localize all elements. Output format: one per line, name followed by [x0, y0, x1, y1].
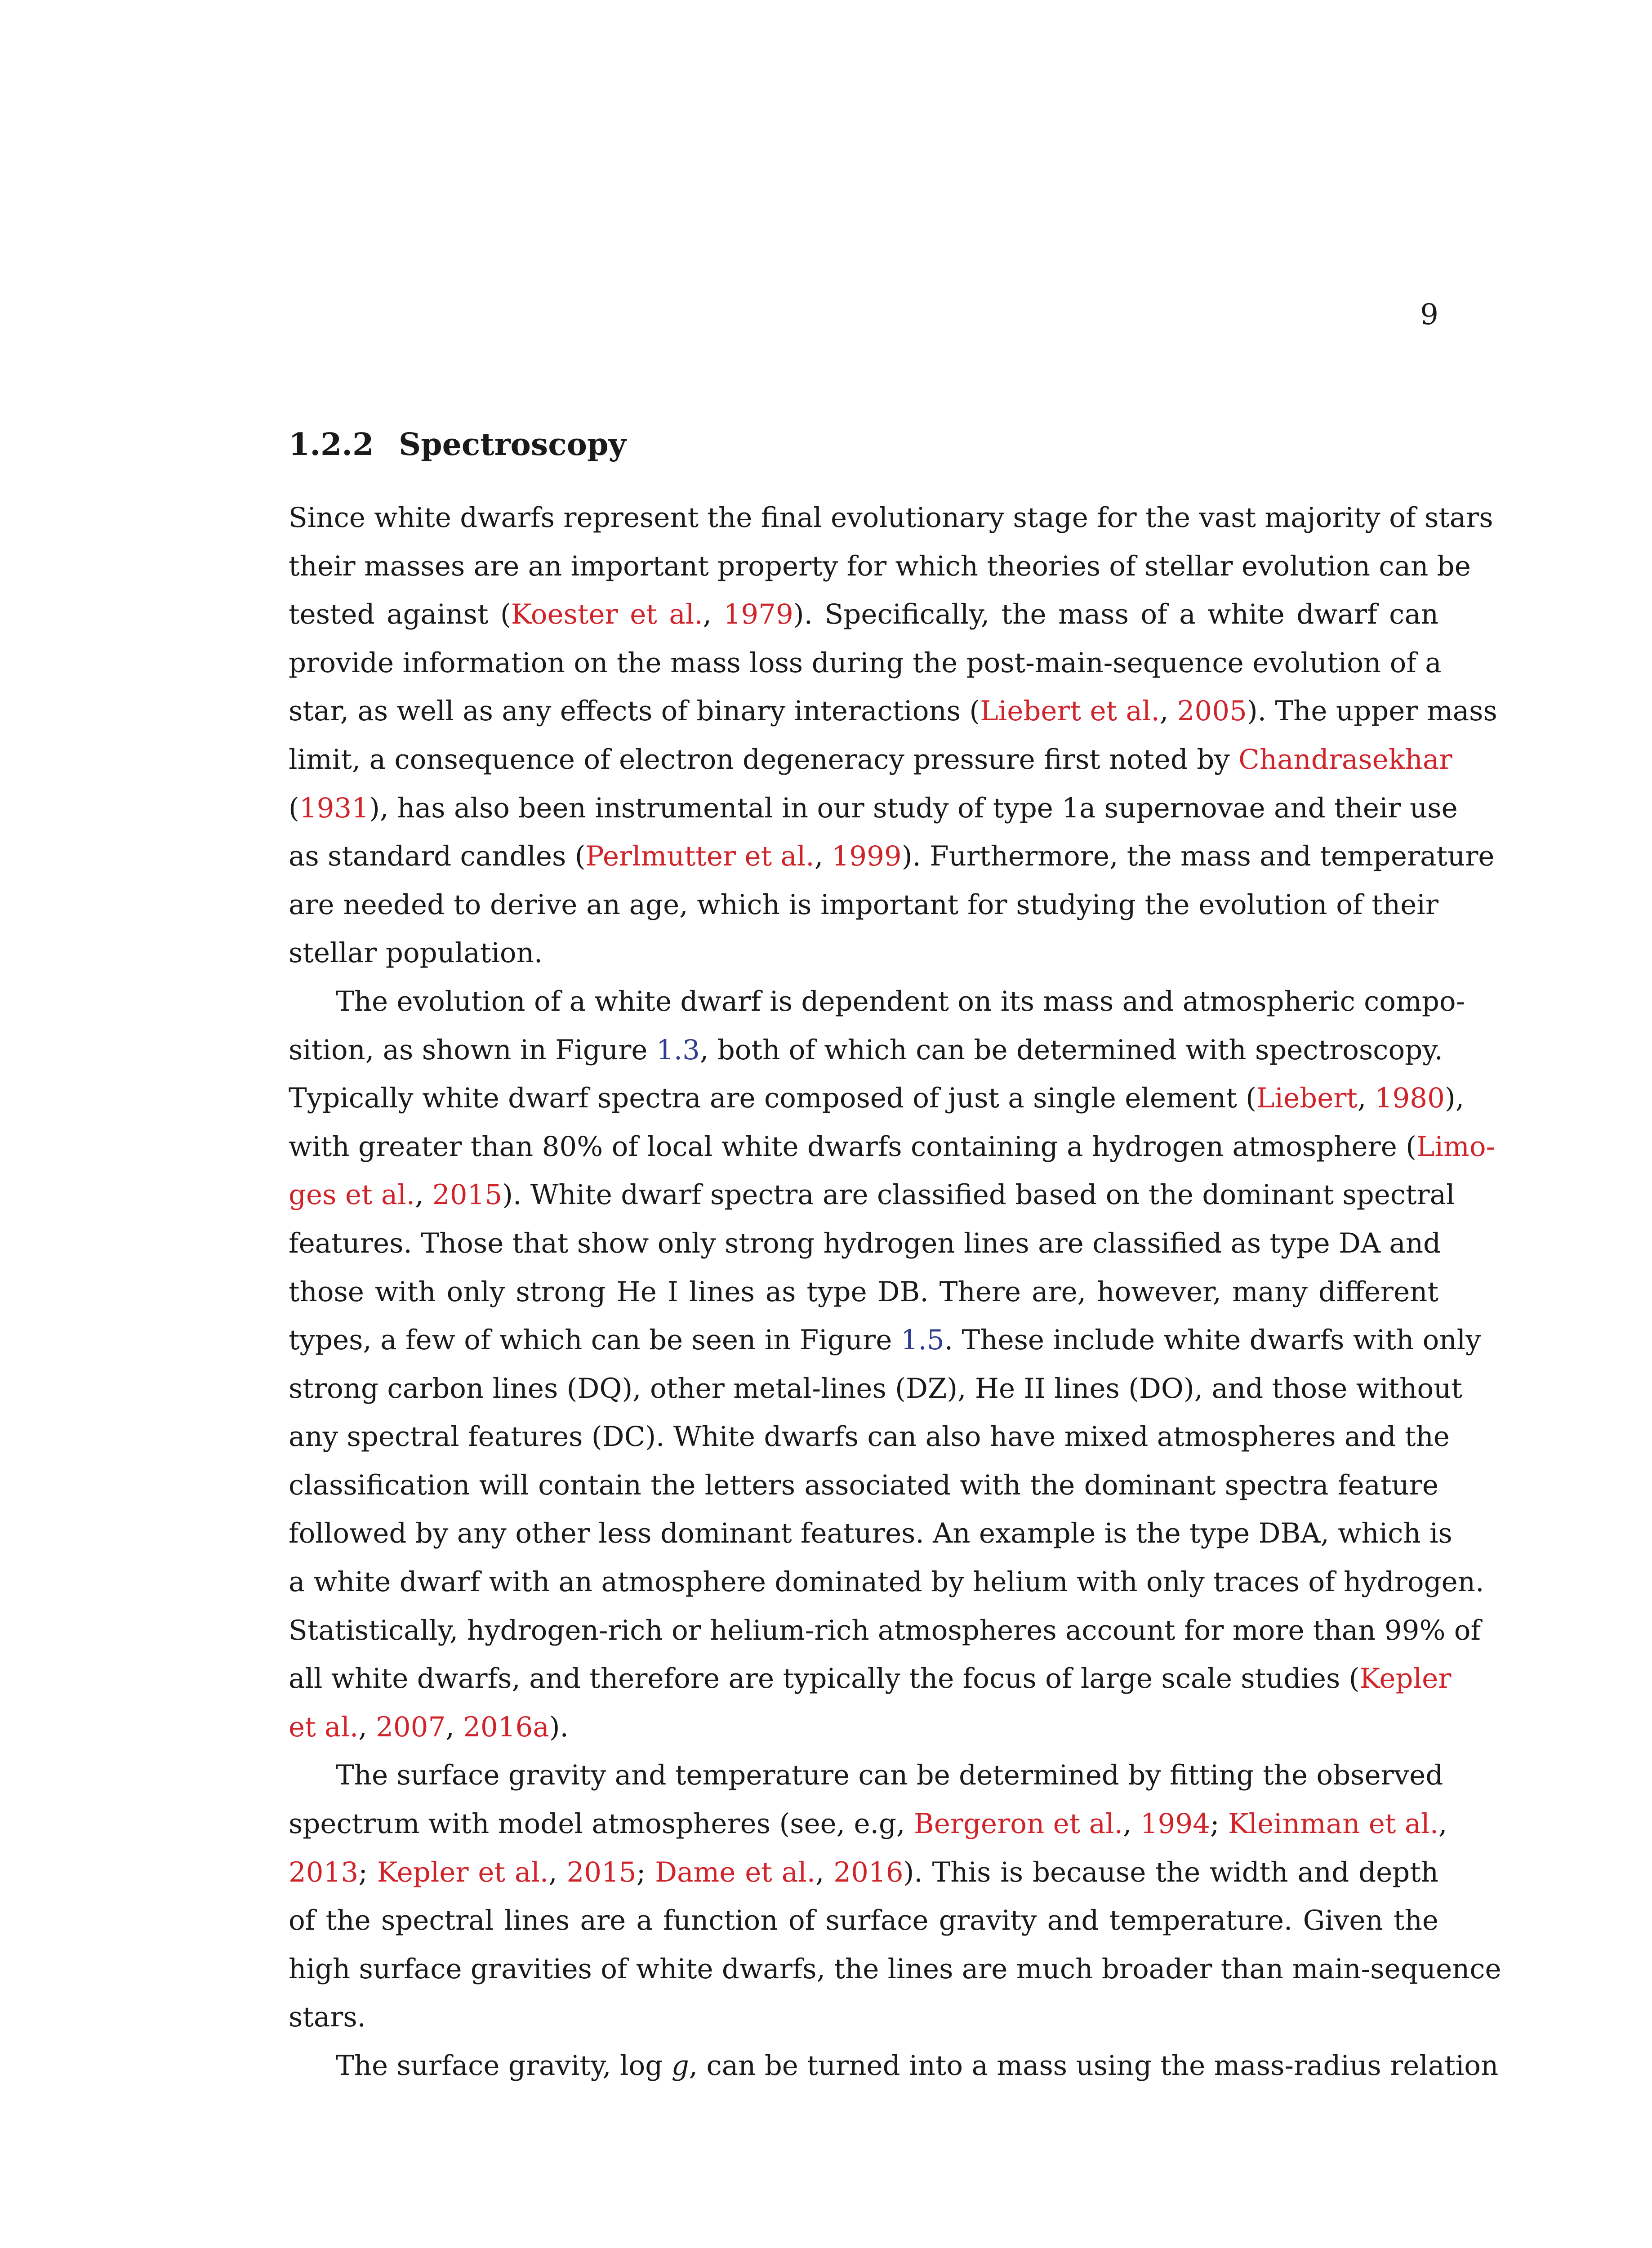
- citation-link[interactable]: 2015: [432, 1179, 503, 1211]
- text-span: ).: [549, 1711, 569, 1743]
- text-span: ,: [814, 840, 832, 873]
- section-heading: [289, 427, 627, 463]
- text-span: classification will contain the letters associated with the dominant spectra feature: [289, 1469, 1438, 1501]
- text-span: sition, as shown in Figure: [289, 1034, 656, 1066]
- text-line: [289, 977, 1465, 1026]
- citation-link[interactable]: Liebert: [1256, 1082, 1358, 1115]
- citation-link[interactable]: Perlmutter et al.: [585, 840, 815, 873]
- citation-link[interactable]: 2007: [376, 1711, 446, 1743]
- text-span: with greater than 80% of local white dwarfs containing a hydrogen atmosphere (: [289, 1130, 1416, 1163]
- text-line: [289, 1945, 1501, 1994]
- text-line: [289, 1751, 1443, 1800]
- text-line: [289, 1219, 1441, 1268]
- text-span: ,: [548, 1856, 567, 1888]
- text-line: [289, 736, 1452, 784]
- text-line: [289, 1074, 1465, 1123]
- text-span: a white dwarf with an atmosphere dominated by helium with only traces of hydrogen.: [289, 1566, 1484, 1598]
- text-line: [289, 1316, 1481, 1365]
- citation-link[interactable]: Limo-: [1416, 1130, 1496, 1163]
- text-span: followed by any other less dominant features. An example is the type DBA, which is: [289, 1517, 1452, 1550]
- text-span: any spectral features (DC). White dwarfs can also have mixed atmospheres and the: [289, 1421, 1450, 1453]
- text-line: [289, 1026, 1443, 1075]
- citation-link[interactable]: et al.: [289, 1711, 359, 1743]
- section-title: Spectroscopy: [399, 427, 627, 463]
- text-span: , can be turned into a mass using the mass-radius relation: [689, 2050, 1499, 2082]
- text-line: [289, 1365, 1462, 1413]
- text-span: ). Specifically, the mass of a white dwarf can: [793, 598, 1439, 631]
- citation-link[interactable]: Kepler et al.: [377, 1856, 549, 1888]
- text-line: [289, 494, 1493, 542]
- text-span: The surface gravity and temperature can be determined by fitting the observed: [336, 1759, 1443, 1792]
- citation-link[interactable]: Kleinman et al.: [1228, 1808, 1439, 1840]
- text-span: ,: [445, 1711, 463, 1743]
- text-span: (: [289, 792, 299, 824]
- text-line: [289, 2042, 1499, 2090]
- text-span: ,: [703, 598, 724, 631]
- text-span: tested against (: [289, 598, 511, 631]
- text-line: [289, 1558, 1484, 1606]
- text-span: ;: [358, 1856, 377, 1888]
- text-span: ;: [1210, 1808, 1228, 1840]
- text-line: [289, 1461, 1438, 1510]
- text-span: ). White dwarf spectra are classified based on the dominant spectral: [502, 1179, 1455, 1211]
- text-span: ,: [1159, 695, 1177, 727]
- text-span: ). Furthermore, the mass and temperature: [901, 840, 1495, 873]
- citation-link[interactable]: 1980: [1375, 1082, 1445, 1115]
- text-line: [289, 1993, 1438, 2042]
- text-line: [289, 784, 1458, 833]
- page-number: 9: [1420, 298, 1438, 331]
- text-span: . These include white dwarfs with only: [944, 1324, 1481, 1356]
- text-span: star, as well as any effects of binary interactions (: [289, 695, 980, 727]
- citation-link[interactable]: Kepler: [1359, 1663, 1452, 1695]
- citation-link[interactable]: 1994: [1140, 1808, 1210, 1840]
- citation-link[interactable]: Dame et al.: [655, 1856, 816, 1888]
- text-span: provide information on the mass loss during the post-main-sequence evolution of a: [289, 647, 1442, 679]
- citation-link[interactable]: 1999: [832, 840, 902, 873]
- citation-link[interactable]: 1931: [299, 792, 370, 824]
- text-span: strong carbon lines (DQ), other metal-lines (DZ), He II lines (DO), and those without: [289, 1372, 1462, 1405]
- body-text: [289, 494, 1501, 2090]
- text-line: [289, 1703, 1438, 1752]
- text-span: ,: [415, 1179, 432, 1211]
- citation-link[interactable]: ges et al.: [289, 1179, 415, 1211]
- text-span: ,: [1357, 1082, 1375, 1115]
- text-span: The surface gravity, log: [336, 2050, 672, 2082]
- text-span: stars.: [289, 2001, 366, 2034]
- text-span: ). The upper mass: [1247, 695, 1497, 727]
- text-line: [289, 881, 1438, 929]
- text-span: types, a few of which can be seen in Figure: [289, 1324, 901, 1356]
- text-span: of the spectral lines are a function of surface gravity and temperature. Given the: [289, 1905, 1438, 1937]
- text-line: [289, 929, 1438, 977]
- citation-link[interactable]: 2015: [566, 1856, 637, 1888]
- text-span: spectrum with model atmospheres (see, e.g,: [289, 1808, 914, 1840]
- text-span: as standard candles (: [289, 840, 586, 873]
- text-span: The evolution of a white dwarf is dependent on its mass and atmospheric compo-: [336, 985, 1465, 1017]
- citation-link[interactable]: Chandrasekhar: [1238, 743, 1452, 776]
- text-span: ). This is because the width and depth: [903, 1856, 1439, 1888]
- text-span: ;: [636, 1856, 655, 1888]
- text-line: [289, 542, 1471, 591]
- citation-link[interactable]: 1979: [723, 598, 793, 631]
- text-span: all white dwarfs, and therefore are typically the focus of large scale studies (: [289, 1663, 1360, 1695]
- text-span: ,: [1122, 1808, 1140, 1840]
- math-variable: g: [671, 2050, 689, 2082]
- citation-link[interactable]: 2016a: [463, 1711, 549, 1743]
- text-span: features. Those that show only strong hydrogen lines are classified as type DA and: [289, 1227, 1441, 1259]
- text-span: those with only strong He I lines as type DB. There are, however, many different: [289, 1276, 1438, 1308]
- text-line: [289, 1896, 1438, 1945]
- text-span: Statistically, hydrogen-rich or helium-rich atmospheres account for more than 99% of: [289, 1614, 1481, 1646]
- text-span: stellar population.: [289, 937, 543, 969]
- citation-link[interactable]: 2005: [1177, 695, 1247, 727]
- text-line: [289, 1413, 1450, 1461]
- text-line: [289, 687, 1497, 736]
- text-line: [289, 1268, 1438, 1316]
- text-line: [289, 590, 1438, 639]
- text-span: high surface gravities of white dwarfs, the lines are much broader than main-sequence: [289, 1953, 1501, 1985]
- text-span: Typically white dwarf spectra are composed of just a single element (: [289, 1082, 1256, 1115]
- text-span: ), has also been instrumental in our study of type 1a supernovae and their use: [369, 792, 1458, 824]
- text-line: [289, 639, 1442, 687]
- section-number: 1.2.2: [289, 427, 374, 463]
- text-line: [289, 1606, 1481, 1655]
- text-line: [289, 1848, 1438, 1897]
- text-span: are needed to derive an age, which is important for studying the evolution of their: [289, 888, 1438, 921]
- text-span: ,: [1438, 1808, 1447, 1840]
- text-line: [289, 1509, 1452, 1558]
- text-span: , both of which can be determined with spectroscopy.: [699, 1034, 1443, 1066]
- text-span: ,: [358, 1711, 376, 1743]
- text-span: their masses are an important property for which theories of stellar evolution can be: [289, 550, 1471, 582]
- citation-link[interactable]: 2013: [289, 1856, 359, 1888]
- text-line: [289, 832, 1495, 881]
- text-line: [289, 1171, 1455, 1219]
- figure-reference-link[interactable]: 1.3: [656, 1034, 700, 1066]
- citation-link[interactable]: Bergeron et al.: [913, 1808, 1123, 1840]
- citation-link[interactable]: 2016: [833, 1856, 904, 1888]
- text-line: [289, 1800, 1447, 1848]
- text-span: Since white dwarfs represent the final evolutionary stage for the vast majority of stars: [289, 502, 1493, 534]
- text-span: limit, a consequence of electron degeneracy pressure first noted by: [289, 743, 1239, 776]
- citation-link[interactable]: Koester et al.: [511, 598, 703, 631]
- text-line: [289, 1123, 1496, 1171]
- text-span: ,: [815, 1856, 834, 1888]
- text-line: [289, 1655, 1452, 1703]
- citation-link[interactable]: Liebert et al.: [980, 695, 1160, 727]
- text-span: ),: [1444, 1082, 1465, 1115]
- figure-reference-link[interactable]: 1.5: [900, 1324, 944, 1356]
